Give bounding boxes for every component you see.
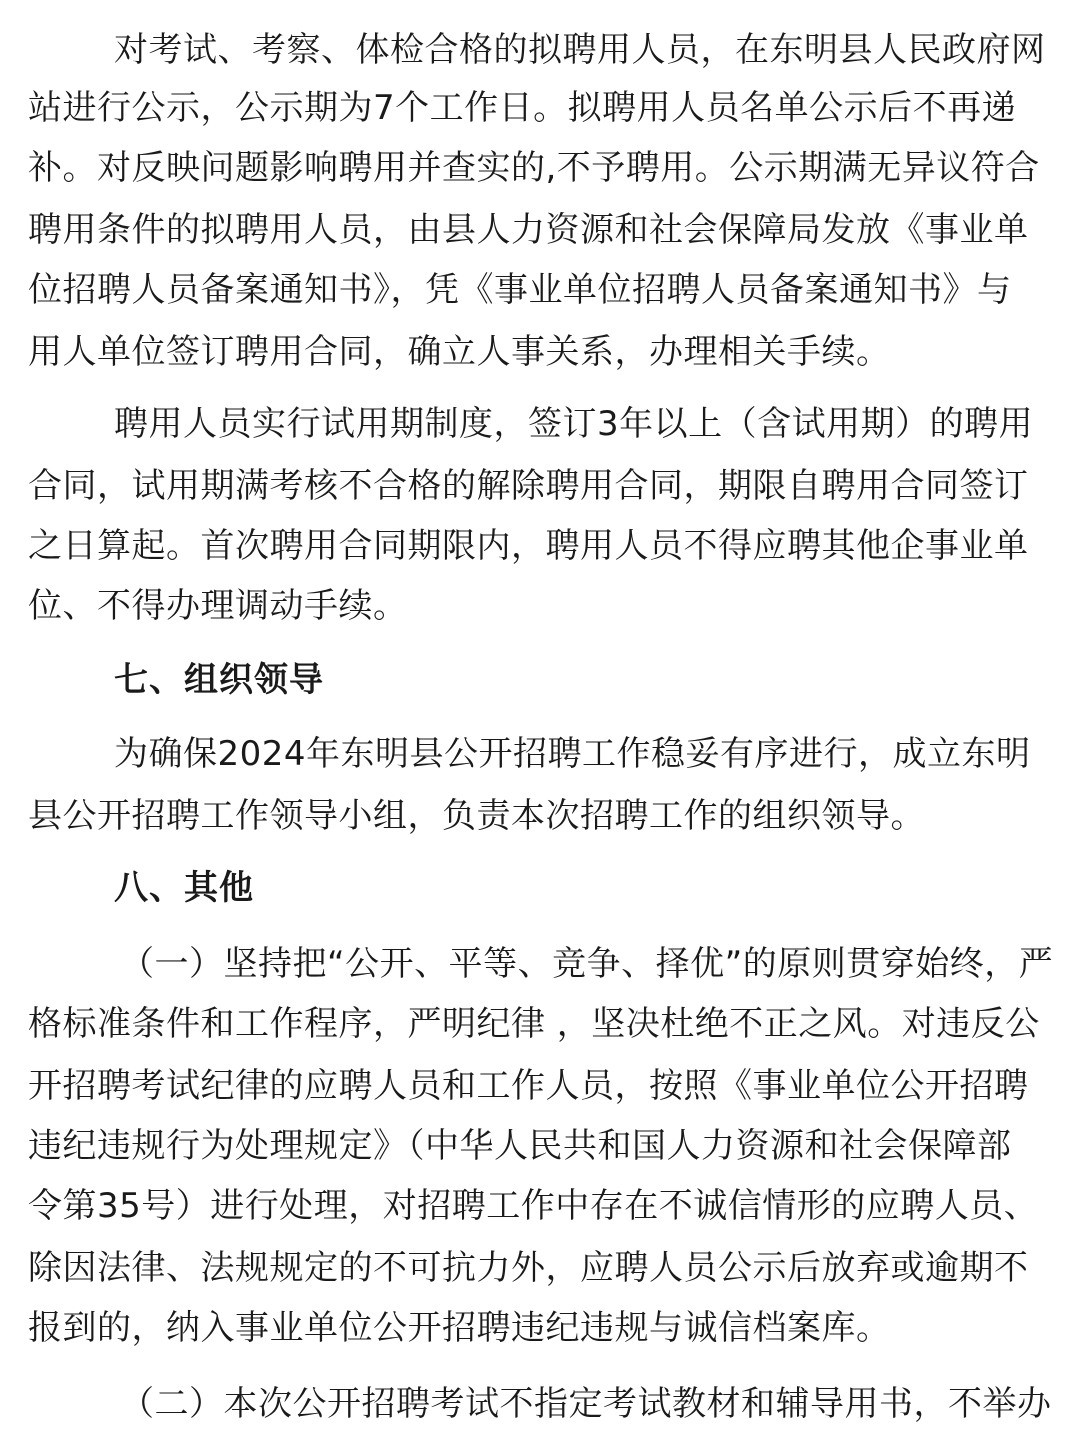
paragraph-1-line-1: 对考试、考察、体检合格的拟聘用人员，在东明县人民政府网	[114, 30, 1046, 70]
paragraph-1-line-2: 站进行公示，公示期为7个工作日。拟聘用人员名单公示后不再递	[28, 88, 1017, 128]
paragraph-4-line-2: 格标准条件和工作程序，严明纪律 ，坚决杜绝不正之风。对违反公	[28, 1004, 1040, 1044]
paragraph-4-line-3: 开招聘考试纪律的应聘人员和工作人员，按照《事业单位公开招聘	[28, 1066, 1029, 1106]
section-heading-8: 八、其他	[114, 868, 254, 908]
paragraph-4-line-7: 报到的，纳入事业单位公开招聘违纪违规与诚信档案库。	[28, 1308, 891, 1348]
paragraph-4-line-4: 违纪违规行为处理规定》（中华人民共和国人力资源和社会保障部	[28, 1126, 1012, 1166]
paragraph-1-line-6: 用人单位签订聘用合同，确立人事关系，办理相关手续。	[28, 332, 891, 372]
paragraph-3-line-1: 为确保2024年东明县公开招聘工作稳妥有序进行，成立东明	[114, 734, 1031, 774]
paragraph-1-line-3: 补。对反映问题影响聘用并查实的,不予聘用。公示期满无异议符合	[28, 148, 1040, 188]
section-heading-7: 七、组织领导	[114, 660, 324, 700]
paragraph-4-line-1: （一）坚持把“公开、平等、竞争、择优”的原则贯穿始终，严	[120, 944, 1054, 984]
paragraph-5-line-1: （二）本次公开招聘考试不指定考试教材和辅导用书，不举办	[120, 1384, 1052, 1424]
paragraph-2-line-2: 合同，试用期满考核不合格的解除聘用合同，期限自聘用合同签订	[28, 466, 1029, 506]
paragraph-4-line-6: 除因法律、法规规定的不可抗力外，应聘人员公示后放弃或逾期不	[28, 1248, 1029, 1288]
paragraph-3-line-2: 县公开招聘工作领导小组，负责本次招聘工作的组织领导。	[28, 796, 925, 836]
paragraph-2-line-1: 聘用人员实行试用期制度，签订3年以上（含试用期）的聘用	[114, 404, 1034, 444]
paragraph-1-line-5: 位招聘人员备案通知书》，凭《事业单位招聘人员备案通知书》与	[28, 270, 1012, 310]
paragraph-2-line-4: 位、不得办理调动手续。	[28, 586, 408, 626]
paragraph-2-line-3: 之日算起。首次聘用合同期限内，聘用人员不得应聘其他企事业单	[28, 526, 1029, 566]
paragraph-4-line-5: 令第35号）进行处理，对招聘工作中存在不诚信情形的应聘人员、	[28, 1186, 1039, 1226]
paragraph-1-line-4: 聘用条件的拟聘用人员，由县人力资源和社会保障局发放《事业单	[28, 210, 1029, 250]
